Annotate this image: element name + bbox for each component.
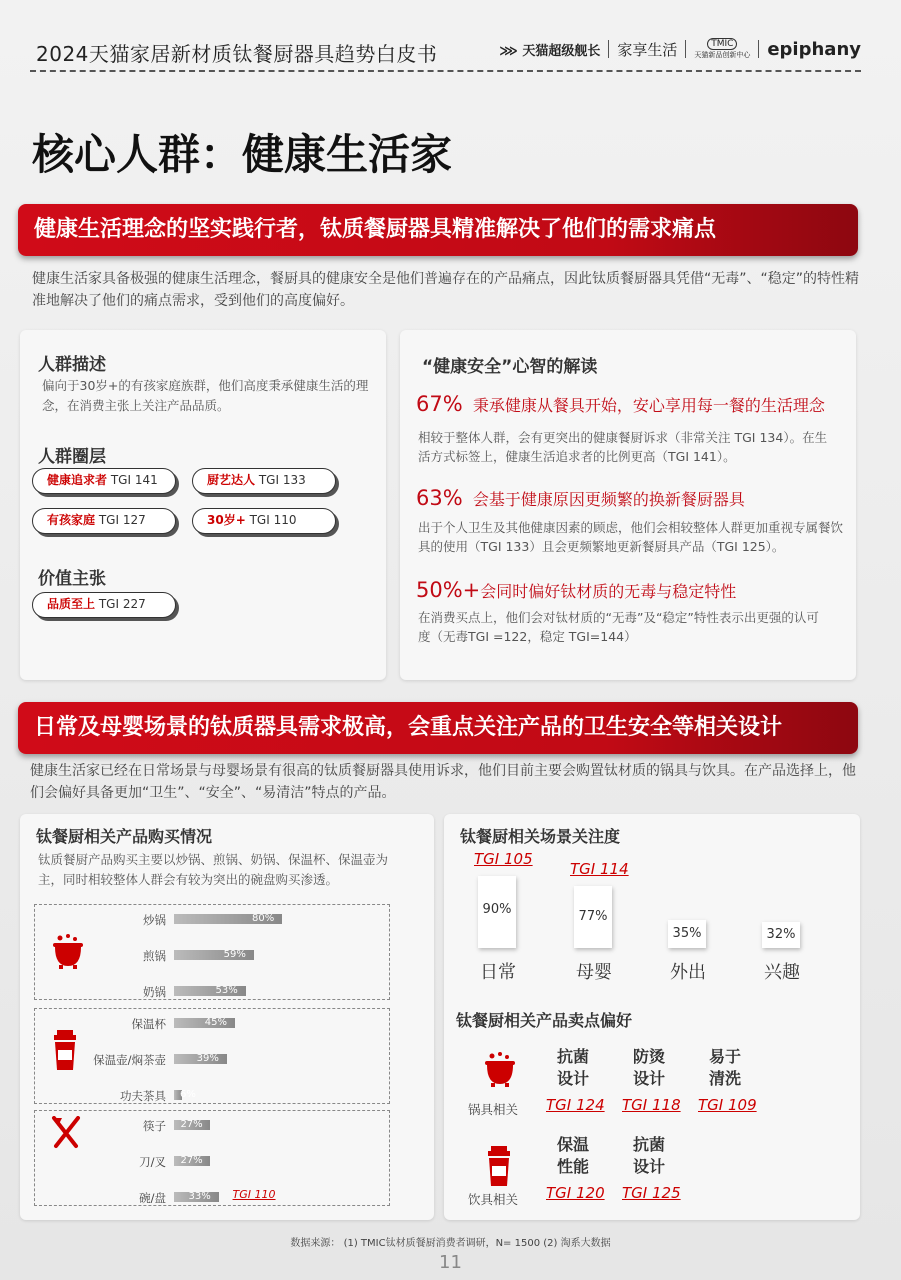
selling-tgi: TGI 109 (698, 1096, 757, 1114)
pill-quality-first: 品质至上 TGI 227 (32, 592, 176, 618)
insight-1-headline: 67% 秉承健康从餐具开始，安心享用每一餐的生活理念 (416, 392, 825, 416)
section2-intro: 健康生活家已经在日常场景与母婴场景有很高的钛质餐厨器具使用诉求，他们目前主要会购置钛材质的锅具与饮具。在产品选择上，他们会偏好具备更加“卫生”、“安全”、“易清洁”特点的产品。 (30, 763, 856, 801)
health-mind-panel (400, 330, 856, 680)
partner-logos (499, 38, 861, 60)
bar-value: 45% (204, 1017, 227, 1028)
pill-family-kids: 有孩家庭 TGI 127 (32, 508, 176, 534)
section2-banner: 日常及母婴场景的钛质器具需求极高，会重点关注产品的卫生安全等相关设计 (18, 702, 858, 754)
selling-row-label: 饮具相关 (468, 1192, 519, 1207)
bar-value: 59% (223, 949, 246, 960)
insight-2-text: 出于个人卫生及其他健康因素的顾虑，他们会相较整体人群更加重视专属餐饮具的使用（TGI 133）且会更频繁地更新餐厨具产品（TGI 125）。 (418, 520, 844, 554)
selling-point: 易于 清洗 (708, 1047, 741, 1088)
insight-2-headline: 63% 会基于健康原因更频繁的换新餐厨器具 (416, 486, 745, 510)
selling-tgi: TGI 124 (546, 1096, 605, 1114)
scene-column: 90% (478, 876, 516, 948)
bar-value: 53% (215, 985, 238, 996)
bar-value: 27% (180, 1119, 203, 1130)
bar-label: 功夫茶具 (120, 1089, 166, 1103)
insight-3-text: 在消费买点上，他们会对钛材质的“无毒”及“稳定”特性表示出更强的认可度（无毒TGI =122，稳定 TGI=144） (418, 610, 819, 644)
purchase-title: 钛餐厨相关产品购买情况 (36, 827, 213, 846)
bar-label: 保温杯 (131, 1017, 166, 1031)
scene-column: 77% (574, 886, 612, 948)
scene-column: 32% (762, 922, 800, 948)
report-title: 2024天猫家居新材质钛餐厨器具趋势白皮书 (36, 42, 438, 66)
insight-1-text: 相较于整体人群，会有更突出的健康餐厨诉求（非常关注 TGI 134）。在生活方式标签上，健康生活追求者的比例更高（TGI 141）。 (418, 430, 828, 464)
bar-value: 39% (196, 1053, 219, 1064)
bar-label: 煎锅 (143, 949, 166, 963)
scene-title: 钛餐厨相关场景关注度 (460, 827, 621, 846)
bar-label: 刀/叉 (139, 1155, 166, 1169)
tmall-logo: ⋙ 天猫超级舰长 (499, 43, 601, 59)
bar-label: 筷子 (143, 1119, 166, 1133)
bar-label: 炒锅 (143, 913, 166, 927)
persona-desc-title: 人群描述 (38, 355, 106, 375)
selling-point: 防烫 设计 (632, 1047, 665, 1088)
bar-tgi: TGI 110 (232, 1188, 276, 1201)
pill-cooking-expert: 厨艺达人 TGI 133 (192, 468, 336, 494)
persona-circle-title: 人群圈层 (38, 447, 106, 467)
bar-value: 33% (188, 1191, 211, 1202)
bar-label: 保温壶/焖茶壶 (93, 1053, 166, 1067)
selling-point: 抗菌 设计 (556, 1047, 589, 1088)
bar-value: 80% (252, 913, 275, 924)
persona-desc-text: 偏向于30岁+的有孩家庭族群，他们高度秉承健康生活的理念，在消费主张上关注产品品质。 (42, 378, 369, 413)
pill-health-seeker: 健康追求者 TGI 141 (32, 468, 176, 494)
value-claim-title: 价值主张 (38, 569, 106, 589)
scene-tgi: TGI 105 (474, 850, 533, 868)
pill-age-30: 30岁+ TGI 110 (192, 508, 336, 534)
scene-column: 35% (668, 920, 706, 948)
header-divider (30, 70, 861, 72)
section1-intro: 健康生活家具备极强的健康生活理念，餐厨具的健康安全是他们普遍存在的产品痛点，因此钛质餐厨器具凭借“无毒”、“稳定”的特性精准地解决了他们的痛点需求，受到他们的高度偏好。 (32, 271, 860, 309)
bar-value: 27% (180, 1155, 203, 1166)
selling-point: 抗菌 设计 (632, 1135, 665, 1176)
jiaxiang-logo: 家享生活 (617, 40, 678, 59)
bar-label: 奶锅 (143, 985, 166, 999)
cat-icon: ⋙ (499, 43, 518, 59)
health-mind-title: “健康安全”心智的解读 (422, 357, 598, 377)
pot-icon (482, 1052, 518, 1088)
scene-name: 日常 (480, 962, 516, 983)
section1-banner: 健康生活理念的坚实践行者，钛质餐厨器具精准解决了他们的需求痛点 (18, 204, 858, 256)
scene-name: 母婴 (576, 962, 612, 983)
purchase-panel (20, 814, 434, 1220)
insight-3-headline: 50%+会同时偏好钛材质的无毒与稳定特性 (416, 578, 737, 602)
scene-name: 兴趣 (764, 962, 800, 983)
scene-tgi: TGI 114 (570, 860, 629, 879)
data-source: 数据来源： (1) TMIC钛材质餐厨消费者调研，N= 1500 (2) 淘系大数据 (290, 1238, 611, 1249)
selling-row-label: 锅具相关 (468, 1102, 519, 1117)
cup-icon (486, 1146, 512, 1186)
epiphany-logo: epiphany (767, 38, 861, 60)
scene-panel (444, 814, 860, 1220)
purchase-desc: 钛质餐厨产品购买主要以炒锅、煎锅、奶锅、保温杯、保温壶为主，同时相较整体人群会有较为突出的碗盘购买渗透。 (38, 852, 389, 887)
selling-tgi: TGI 125 (622, 1184, 681, 1202)
selling-title: 钛餐厨相关产品卖点偏好 (456, 1011, 633, 1030)
persona-panel (20, 330, 386, 680)
bar-value: 6% (180, 1089, 196, 1100)
bar-label: 碗/盘 (139, 1191, 166, 1205)
page-title: 核心人群：健康生活家 (32, 130, 453, 179)
selling-point: 保温 性能 (556, 1135, 589, 1176)
page-number: 11 (439, 1252, 462, 1273)
tmic-logo: TMIC 天猫新品创新中心 (694, 39, 751, 59)
selling-tgi: TGI 118 (622, 1096, 681, 1114)
selling-tgi: TGI 120 (546, 1184, 605, 1202)
scene-name: 外出 (670, 962, 706, 983)
